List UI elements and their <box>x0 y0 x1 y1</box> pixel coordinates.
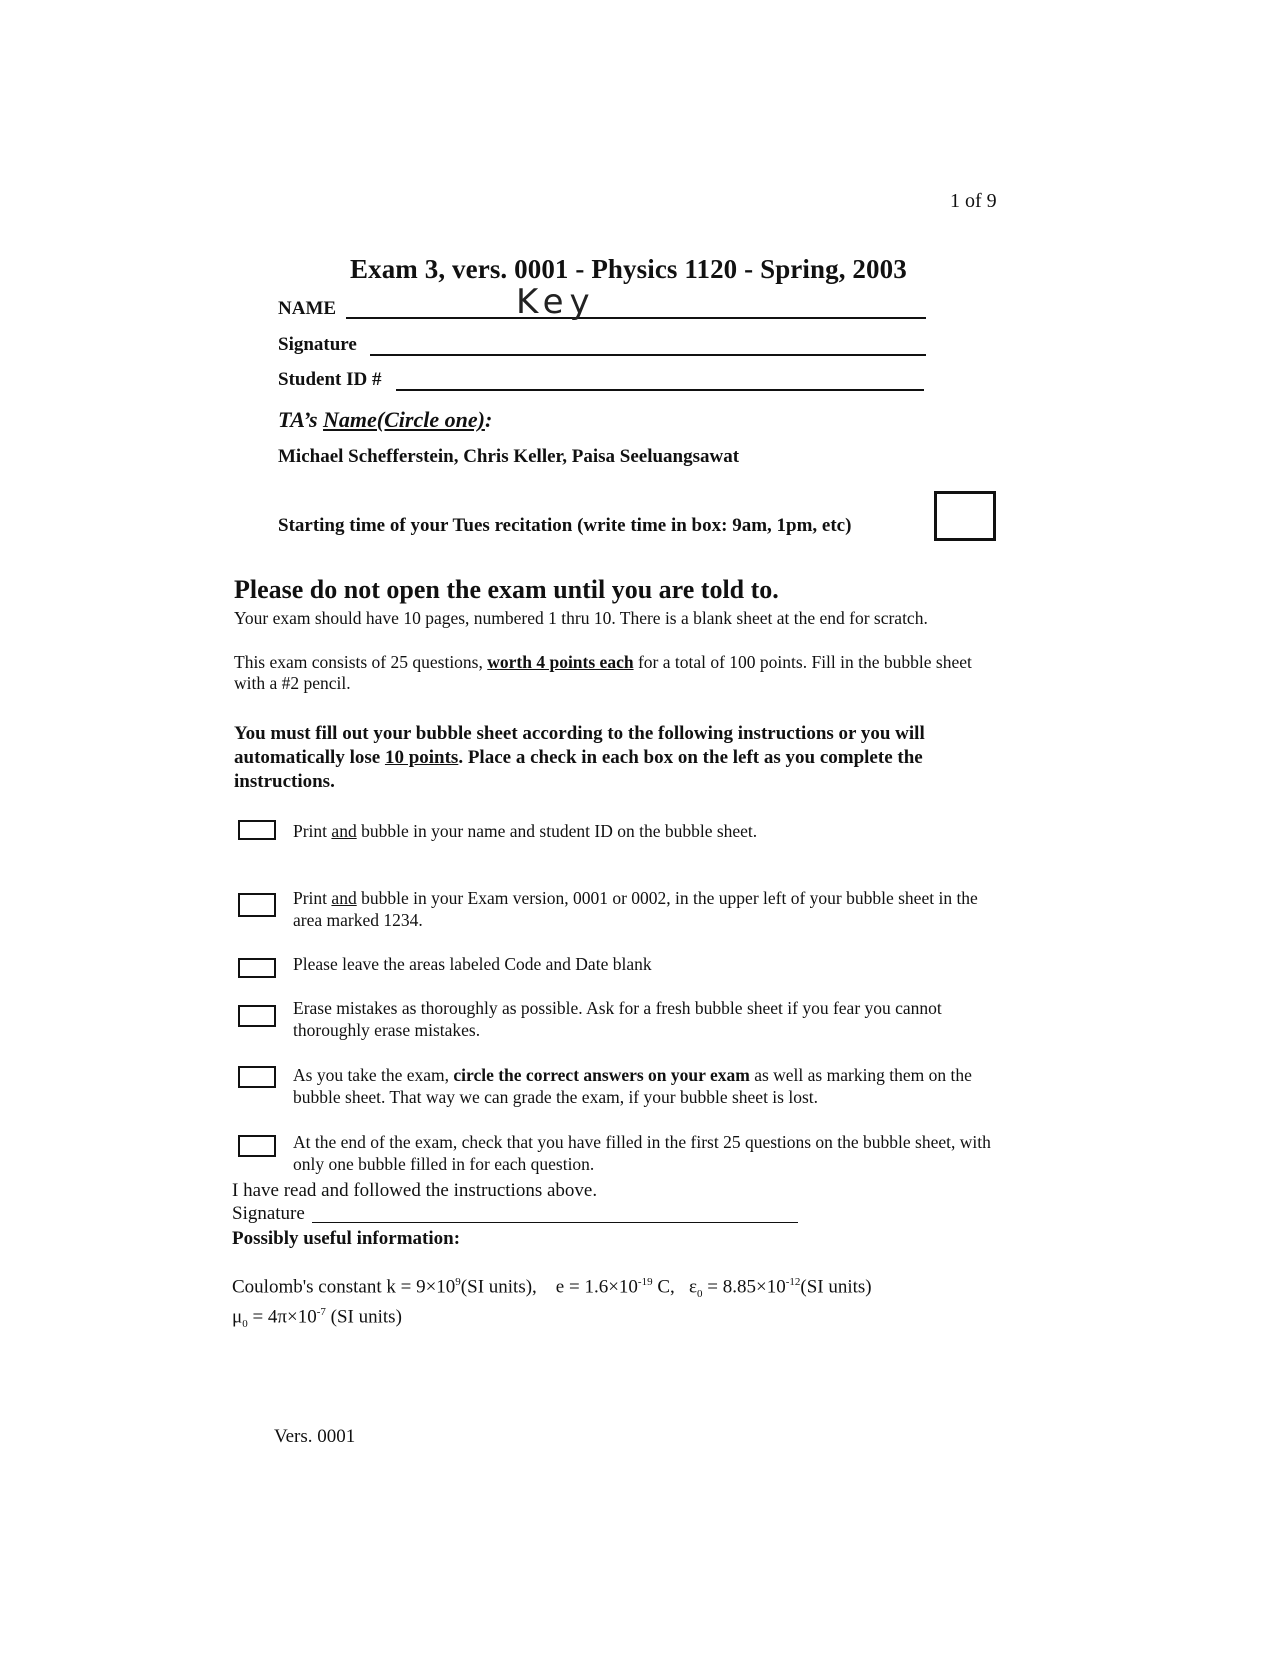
student-id-label: Student ID # <box>278 369 382 390</box>
page-number: 1 of 9 <box>950 190 997 212</box>
ta-names[interactable]: Michael Schefferstein, Chris Keller, Paisa Seeluangsawat <box>278 446 740 467</box>
checkbox-2[interactable] <box>238 893 276 917</box>
checklist-item-3: Please leave the areas labeled Code and Date blank <box>293 954 652 974</box>
signature-2-label: Signature <box>232 1203 305 1224</box>
name-field-line[interactable] <box>346 317 926 319</box>
name-value: Key <box>516 282 596 322</box>
signature-field-line[interactable] <box>370 354 926 356</box>
checkbox-4[interactable] <box>238 1005 276 1027</box>
checkbox-6[interactable] <box>238 1135 276 1157</box>
checklist-item-4: Erase mistakes as thoroughly as possible. Ask for a fresh bubble sheet if you fear you cannot thoroughly erase mistakes. <box>293 998 942 1040</box>
intro-paragraph-1: Your exam should have 10 pages, numbered 1 thru 10. There is a blank sheet at the end for scratch. <box>234 608 928 628</box>
student-id-field-line[interactable] <box>396 389 924 391</box>
checkbox-3[interactable] <box>238 958 276 978</box>
name-label: NAME <box>278 298 337 319</box>
useful-info-heading: Possibly useful information: <box>232 1228 461 1249</box>
intro-paragraph-2: This exam consists of 25 questions, worth 4 points each for a total of 100 points. Fill in the bubble sheet with a #2 pencil. <box>234 652 972 693</box>
instructions-heading: Please do not open the exam until you are told to. <box>234 575 779 604</box>
mu0-line: $\mu_0 = 4\pi\times 10^{-7}$ (SI units) <box>232 1306 402 1331</box>
checklist-item-6: At the end of the exam, check that you have filled in the first 25 questions on the bubble sheet, with only one bubble filled in for each question. <box>293 1132 991 1174</box>
bubble-sheet-warning: You must fill out your bubble sheet according to the following instructions or you will automatically lose 10 points. Place a check in each box on the left as you complete the instructions. <box>234 723 925 792</box>
checklist-item-5: As you take the exam, circle the correct answers on your exam as well as marking them on the bubble sheet. That way we can grade the exam, if your bubble sheet is lost. <box>293 1065 972 1107</box>
constants-line: Coulomb's constant $k = 9\times 10^9(SI$ units), $e = 1.6\times 10^{-19}$ C, $\varepsilon_0 = 8.85\times 10^{-12}(SI$ units) <box>232 1276 872 1301</box>
ta-label: TA’s Name(Circle one): <box>278 407 493 432</box>
checklist-item-2: Print and bubble in your Exam version, 0001 or 0002, in the upper left of your bubble sheet in the area marked 1234. <box>293 888 978 930</box>
checkbox-5[interactable] <box>238 1066 276 1088</box>
signature-label: Signature <box>278 334 357 355</box>
acknowledgement-text: I have read and followed the instructions above. <box>232 1180 598 1201</box>
signature-2-line[interactable] <box>312 1222 798 1223</box>
recitation-time-label: Starting time of your Tues recitation (write time in box: 9am, 1pm, etc) <box>278 515 852 536</box>
recitation-time-box[interactable] <box>934 491 996 541</box>
version-footer: Vers. 0001 <box>274 1426 356 1447</box>
checkbox-1[interactable] <box>238 820 276 840</box>
checklist-item-1: Print and bubble in your name and student ID on the bubble sheet. <box>293 821 758 841</box>
exam-title: Exam 3, vers. 0001 - Physics 1120 - Spring, 2003 <box>350 254 907 284</box>
